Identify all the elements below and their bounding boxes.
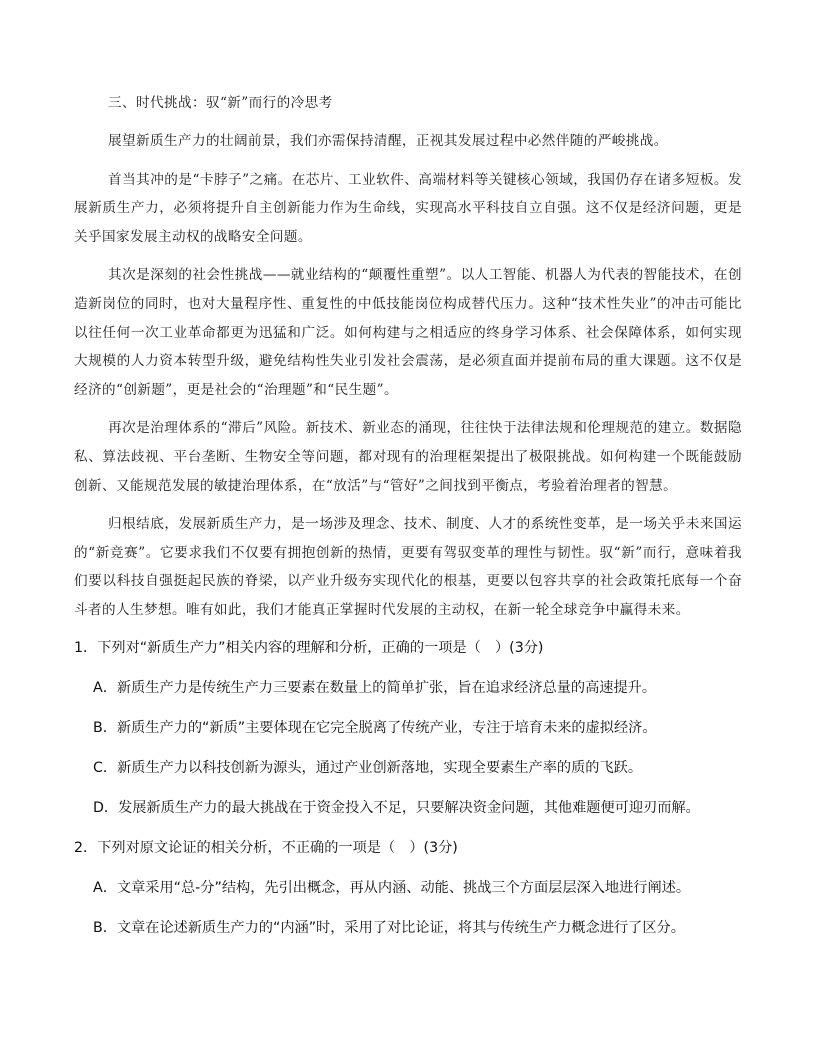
answer-option: A．文章采用“总-分”结构，先引出概念，再从内涵、动能、挑战三个方面层层深入地进行阐述。: [93, 880, 691, 896]
passage-paragraph: 再次是治理体系的“滞后”风险。新技术、新业态的涌现，往往快于法律法规和伦理规范的建立。数据隐私、算法歧视、平台垄断、生物安全等问题，都对现有的治理框架提出了极限挑战。如何构建一个既能鼓励创新、又能规范发展的敏捷治理体系，在“放活”与“管好”之间找到平衡点，考验着治理者的智慧。: [74, 420, 742, 494]
answer-option: B．文章在论述新质生产力的“内涵”时，采用了对比论证，将其与传统生产力概念进行了区分。: [93, 920, 685, 936]
reading-passage: [74, 89, 742, 625]
question-list: [74, 634, 742, 942]
passage-paragraph: 归根结底，发展新质生产力，是一场涉及理念、技术、制度、人才的系统性变革，是一场关乎未来国运的“新竞赛”。它要求我们不仅要有拥抱创新的热情，更要有驾驭变革的理性与韧性。驭“新”而行，意味着我们要以科技自强挺起民族的脊梁，以产业升级夯实现代化的根基，更要以包容共享的社会政策托底每一个奋斗者的人生梦想。唯有如此，我们才能真正掌握时代发展的主动权，在新一轮全球竞争中赢得未来。: [74, 516, 742, 618]
answer-option: B．新质生产力的“新质”主要体现在它完全脱离了传统产业，专注于培育未来的虚拟经济。: [93, 720, 657, 736]
section-heading: 三、时代挑战：驭“新”而行的冷思考: [108, 95, 333, 111]
passage-paragraph: 其次是深刻的社会性挑战——就业结构的“颠覆性重塑”。以人工智能、机器人为代表的智能技术，在创造新岗位的同时，也对大量程序性、重复性的中低技能岗位构成替代压力。这种“技术性失业”的冲击可能比以往任何一次工业革命都更为迅猛和广泛。如何构建与之相适应的终身学习体系、社会保障体系，如何实现大规模的人力资本转型升级，避免结构性失业引发社会震荡，是必须直面并提前布局的重大课题。这不仅是经济的“创新题”，更是社会的“治理题”和“民生题”。: [74, 267, 742, 398]
answer-option: C．新质生产力以科技创新为源头，通过产业创新落地，实现全要素生产率的质的飞跃。: [93, 760, 643, 776]
passage-paragraph: 首当其冲的是“卡脖子”之痛。在芯片、工业软件、高端材料等关键核心领域，我国仍存在诸多短板。发展新质生产力，必须将提升自主创新能力作为生命线，实现高水平科技自立自强。这不仅是经济问题，更是关乎国家发展主动权的战略安全问题。: [74, 171, 742, 245]
answer-option: D．发展新质生产力的最大挑战在于资金投入不足，只要解决资金问题，其他难题便可迎刃而解。: [93, 800, 700, 816]
passage-paragraph: 展望新质生产力的壮阔前景，我们亦需保持清醒，正视其发展过程中必然伴随的严峻挑战。: [108, 133, 668, 149]
question-stem: 2．下列对原文论证的相关分析，不正确的一项是（ ）(3分): [74, 840, 458, 856]
question-stem: 1．下列对“新质生产力”相关内容的理解和分析，正确的一项是（ ）(3分): [74, 640, 544, 656]
answer-option: A．新质生产力是传统生产力三要素在数量上的简单扩张，旨在追求经济总量的高速提升。: [93, 680, 657, 696]
